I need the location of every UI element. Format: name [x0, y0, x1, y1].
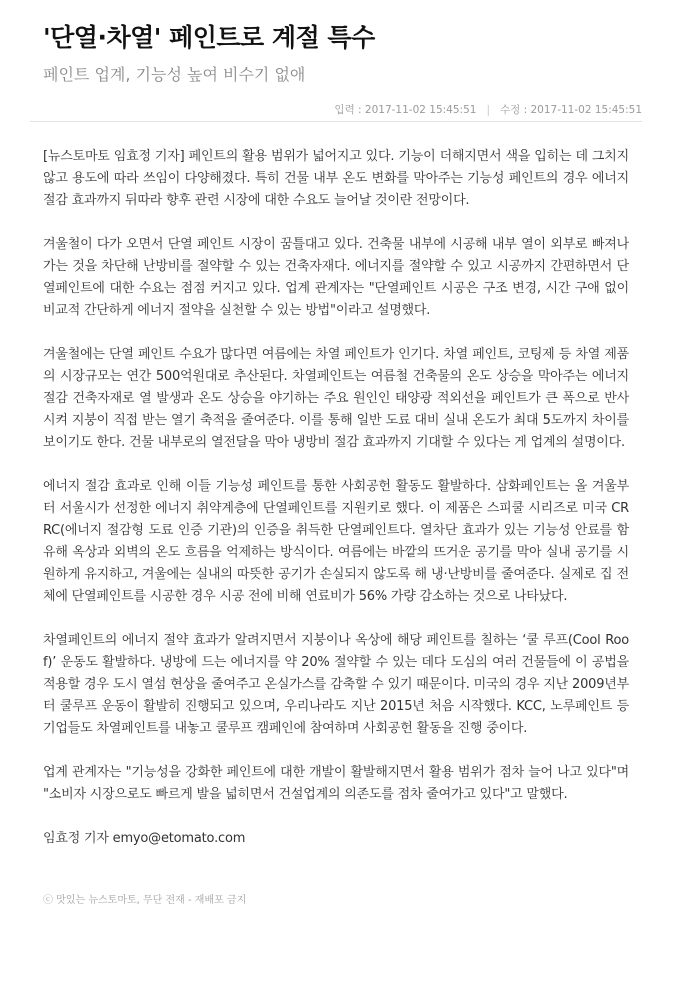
article-paragraph: 업계 관계자는 "기능성을 강화한 페인트에 대한 개발이 활발해지면서 활용 범위가 점차 늘어 나고 있다"며 "소비자 시장으로도 빠르게 발을 넓히면서 건설업계의 의존도를 점차 줄여가고 있다"고 말했다. [43, 765, 629, 802]
input-timestamp: 입력 : 2017-11-02 15:45:51 [334, 104, 477, 116]
header-divider [30, 121, 642, 122]
article-paragraph: 차열페인트의 에너지 절약 효과가 알려지면서 지붕이나 옥상에 해당 페인트를 칠하는 ‘쿨 루프(Cool Roof)’ 운동도 활발하다. 냉방에 드는 에너지를 약 20% 절약할 수 있는 데다 도심의 여러 건물들에 이 공법을 적용할 경우 도시 열섬 현상을 줄여주고 온실가스를 감축할 수 있기 때문이다. 미국의 경우 지난 2009년부터 쿨루프 운동이 활발히 진행되고 있으며, 우리나라도 지난 2015년 처음 시작했다. KCC, 노루페인트 등 기업들도 차열페인트를 내놓고 쿨루프 캠페인에 참여하며 사회공헌 활동을 진행 중이다. [43, 633, 629, 736]
copyright-notice: ⓒ 맛있는 뉴스토마토, 무단 전재 - 재배포 금지 [43, 895, 247, 906]
meta-separator: | [486, 104, 490, 116]
article-byline: 임효정 기자 emyo@etomato.com [43, 831, 246, 846]
article-paragraph: [뉴스토마토 임효정 기자] 페인트의 활용 범위가 넓어지고 있다. 기능이 더해지면서 색을 입히는 데 그치지 않고 용도에 따라 쓰임이 다양해졌다. 특히 건물 내부 온도 변화를 막아주는 기능성 페인트의 경우 에너지 절감 효과까지 뒤따라 향후 관련 시장에 대한 수요도 늘어날 것이란 전망이다. [43, 149, 629, 208]
article-paragraph: 겨울철에는 단열 페인트 수요가 많다면 여름에는 차열 페인트가 인기다. 차열 페인트, 코팅제 등 차열 제품의 시장규모는 연간 500억원대로 추산된다. 차열페인트는 여름철 건축물의 온도 상승을 막아주는 에너지 절감 건축자재로 열 발생과 온도 상승을 야기하는 주요 원인인 태양광 적외선을 페인트가 큰 폭으로 반사시켜 지붕이 직접 받는 열기 축적을 줄여준다. 이를 통해 일반 도료 대비 실내 온도가 최대 5도까지 차이를 보이기도 한다. 건물 내부로의 열전달을 막아 냉방비 절감 효과까지 기대할 수 있다는 게 업계의 설명이다. [43, 347, 629, 450]
article-meta [334, 102, 642, 117]
article-subheadline: 페인트 업계, 기능성 높여 비수기 없애 [43, 65, 306, 84]
article-body [43, 146, 629, 872]
article-paragraph: 에너지 절감 효과로 인해 이들 기능성 페인트를 통한 사회공헌 활동도 활발하다. 삼화페인트는 올 겨울부터 서울시가 선정한 에너지 취약계층에 단열페인트를 지원키로 했다. 이 제품은 스피쿨 시리즈로 미국 CRRC(에너지 절감형 도료 인증 기관)의 인증을 취득한 단열페인트다. 열차단 효과가 있는 기능성 안료를 함유해 옥상과 외벽의 온도 흐름을 억제하는 방식이다. 여름에는 바깥의 뜨거운 공기를 막아 실내 공기를 시원하게 유지하고, 겨울에는 실내의 따뜻한 공기가 손실되지 않도록 해 냉·난방비를 줄여준다. 실제로 집 전체에 단열페인트를 시공한 경우 시공 전에 비해 연료비가 56% 가량 감소하는 것으로 나타났다. [43, 479, 629, 604]
article-headline: '단열·차열' 페인트로 계절 특수 [43, 23, 375, 52]
article-paragraph: 겨울철이 다가 오면서 단열 페인트 시장이 꿈틀대고 있다. 건축물 내부에 시공해 내부 열이 외부로 빠져나가는 것을 차단해 난방비를 절약할 수 있는 건축자재다. 에너지를 절약할 수 있고 시공까지 간편하면서 단열페인트에 대한 수요는 점점 커지고 있다. 업계 관계자는 "단열페인트 시공은 구조 변경, 시간 구애 없이 비교적 간단하게 에너지 절약을 실천할 수 있는 방법"이라고 설명했다. [43, 237, 629, 318]
modified-timestamp: 수정 : 2017-11-02 15:45:51 [499, 104, 642, 116]
